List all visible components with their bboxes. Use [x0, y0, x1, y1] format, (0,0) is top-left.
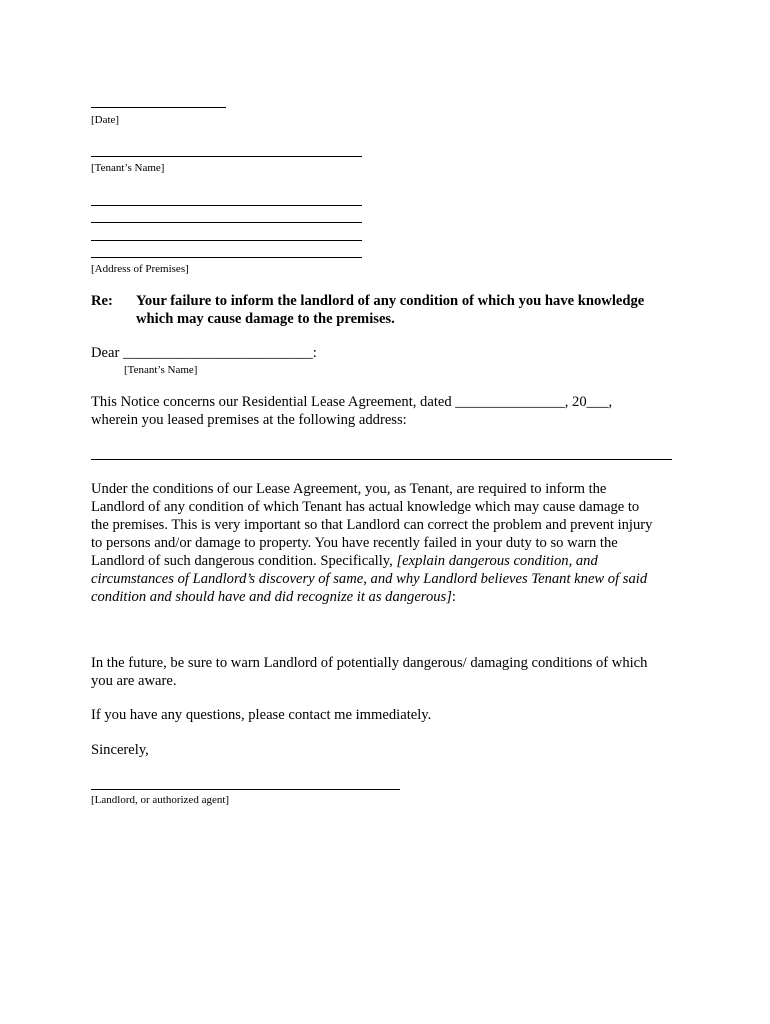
dear-blank[interactable]: __________________________: — [123, 345, 317, 361]
closing: Sincerely, — [91, 742, 149, 758]
tenant-name-label: [Tenant’s Name] — [91, 162, 165, 174]
notice-line-1: This Notice concerns our Residential Lease Agreement, dated _______________, 20___, — [91, 394, 613, 410]
salutation-tenant-label: [Tenant’s Name] — [124, 364, 198, 376]
address-blank-line-2[interactable] — [91, 222, 362, 223]
address-blank-line-4[interactable] — [91, 257, 362, 258]
conditions-line-7-end: : — [451, 589, 456, 605]
conditions-line-5-plain: Landlord of such dangerous condition. Specifically, — [91, 553, 397, 569]
conditions-line-7-italic: condition and should have and did recognize it as dangerous] — [91, 589, 452, 605]
address-blank-line-3[interactable] — [91, 240, 362, 241]
future-line-2: you are aware. — [91, 673, 177, 689]
premises-address-blank-line[interactable] — [91, 459, 672, 460]
conditions-line-2: Landlord of any condition of which Tenant has actual knowledge which may cause damage to — [91, 499, 640, 515]
re-subject-line-1: Your failure to inform the landlord of any condition of which you have knowledge — [136, 293, 645, 309]
notice-line-2: wherein you leased premises at the following address: — [91, 412, 407, 428]
signature-blank-line[interactable] — [91, 789, 400, 790]
dear-word: Dear — [91, 345, 120, 361]
date-label: [Date] — [91, 114, 120, 126]
future-line-1: In the future, be sure to warn Landlord of potentially dangerous/ damaging conditions of which — [91, 655, 648, 671]
salutation-line — [91, 344, 317, 362]
conditions-line-7 — [91, 588, 652, 606]
signature-label: [Landlord, or authorized agent] — [91, 794, 230, 806]
conditions-line-5-italic: [explain dangerous condition, and — [396, 553, 598, 569]
re-prefix: Re: — [91, 293, 113, 309]
conditions-line-1: Under the conditions of our Lease Agreement, you, as Tenant, are required to inform the — [91, 481, 607, 497]
conditions-line-5 — [91, 552, 652, 570]
conditions-line-6: circumstances of Landlord’s discovery of same, and why Landlord believes Tenant knew of said — [91, 571, 648, 587]
date-blank-line[interactable] — [91, 107, 226, 108]
conditions-line-3: the premises. This is very important so that Landlord can correct the problem and prevent injury — [91, 517, 653, 533]
future-paragraph — [91, 654, 647, 690]
re-subject-line-2: which may cause damage to the premises. — [136, 311, 395, 327]
address-label: [Address of Premises] — [91, 263, 189, 275]
conditions-paragraph — [91, 480, 652, 606]
questions-line: If you have any questions, please contact me immediately. — [91, 707, 432, 723]
conditions-line-4: to persons and/or damage to property. You have recently failed in your duty to so warn the — [91, 535, 618, 551]
address-blank-line-1[interactable] — [91, 205, 362, 206]
tenant-name-blank-line[interactable] — [91, 156, 362, 157]
